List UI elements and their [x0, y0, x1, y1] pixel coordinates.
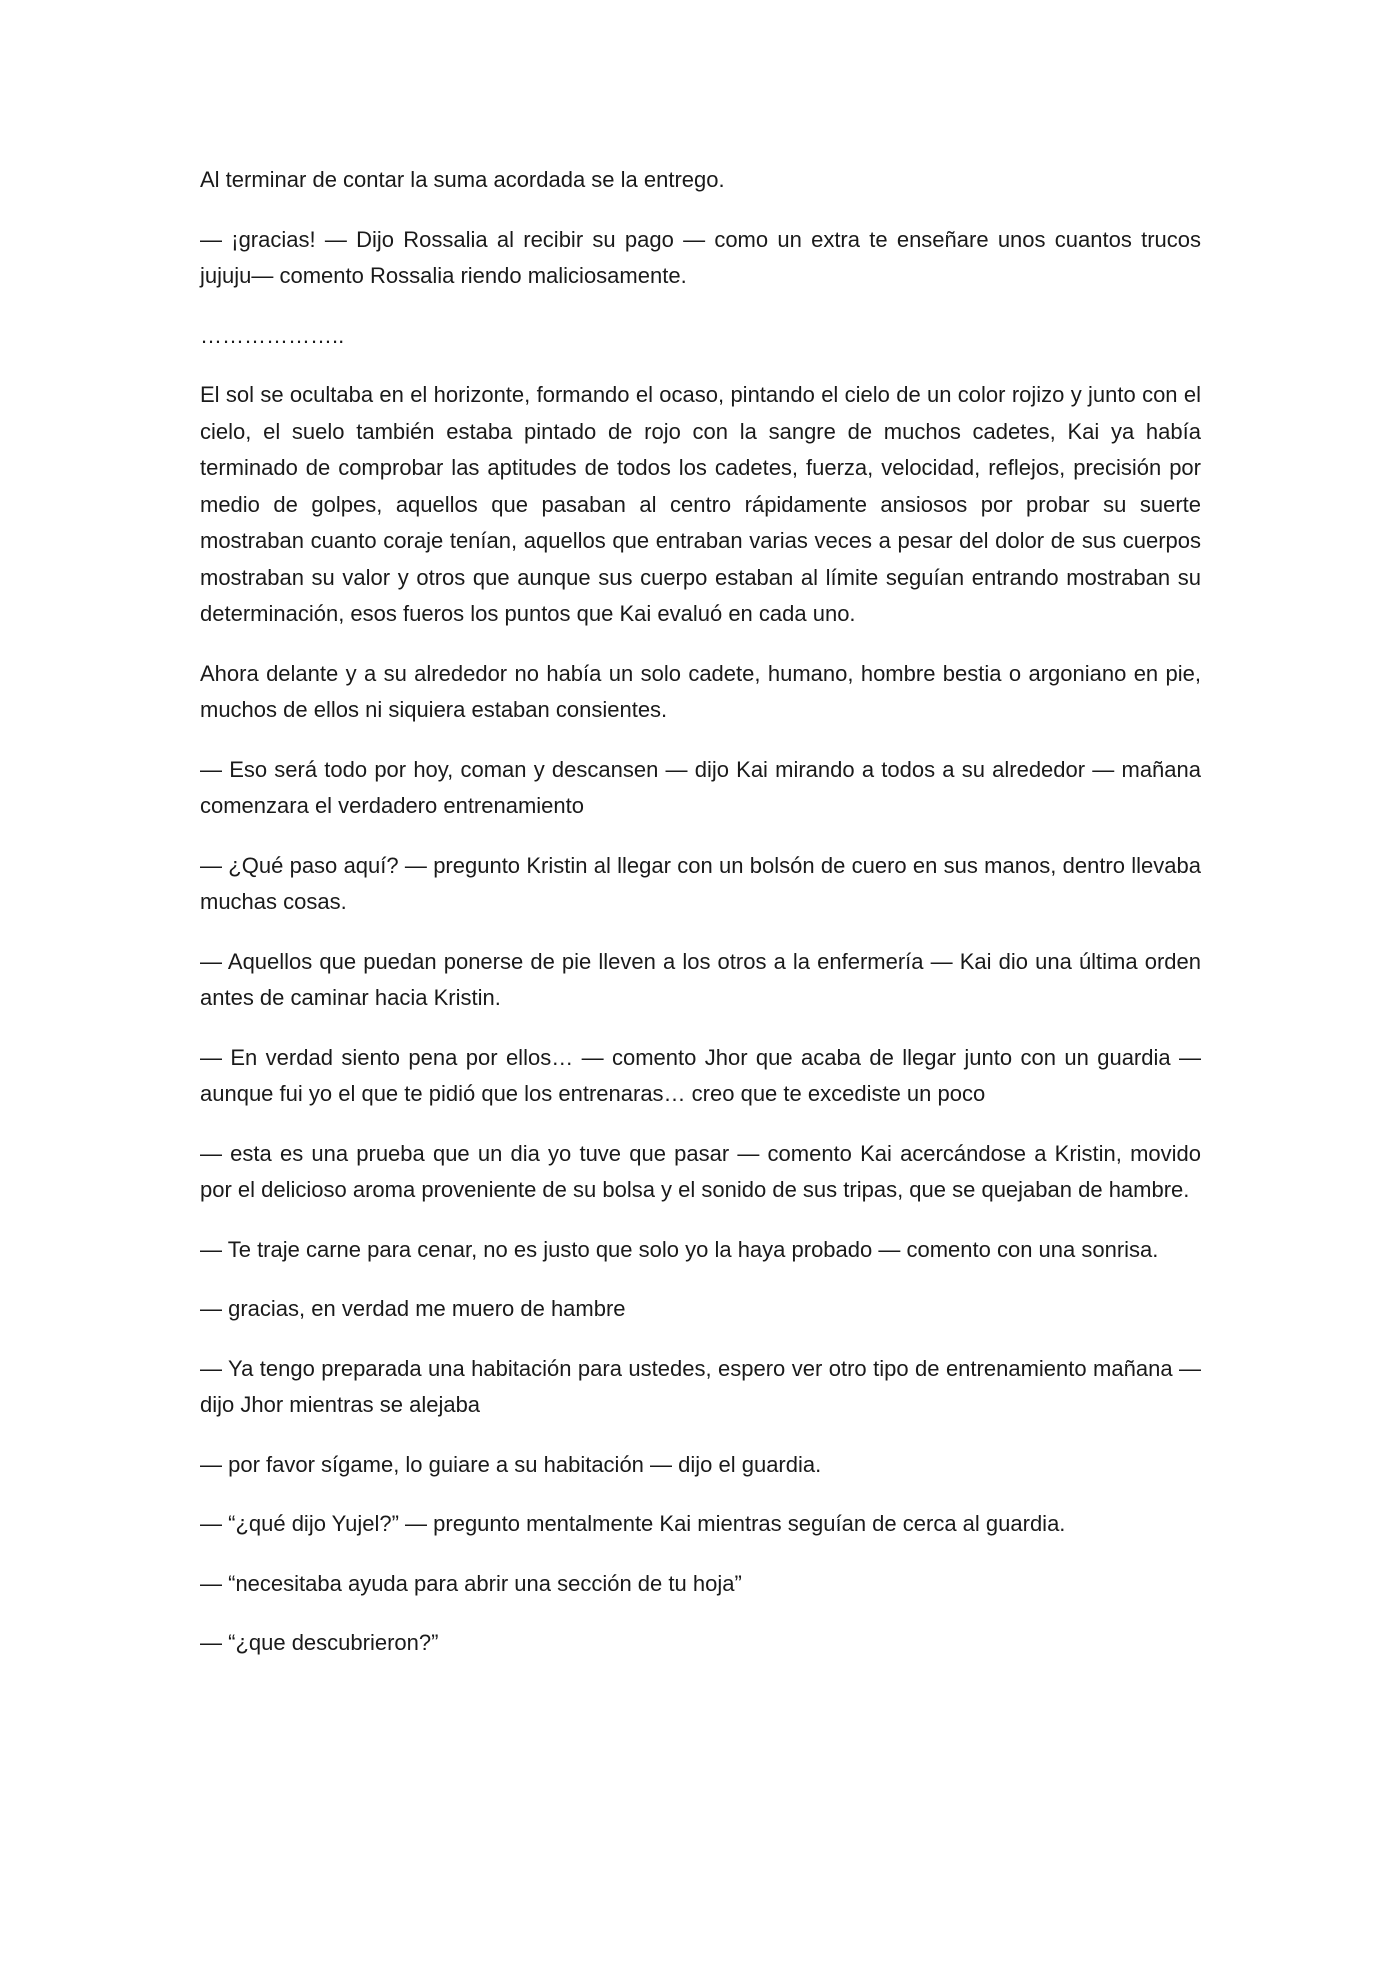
paragraph-9: — En verdad siento pena por ellos… — comento Jhor que acaba de llegar junto con un guardia — aunque fui yo el que te pidió que los entrenaras… creo que te excediste un poco	[200, 1044, 1201, 1106]
paragraph-5: Ahora delante y a su alrededor no había un solo cadete, humano, hombre bestia o argoniano en pie, muchos de ellos ni siquiera estaban consientes.	[200, 660, 1201, 722]
paragraph-7: — ¿Qué paso aquí? — pregunto Kristin al llegar con un bolsón de cuero en sus manos, dentro llevaba muchas cosas.	[200, 852, 1201, 914]
paragraph-17: — “¿que descubrieron?”	[200, 1630, 439, 1655]
paragraph-10: — esta es una prueba que un dia yo tuve que pasar — comento Kai acercándose a Kristin, movido por el delicioso aroma proveniente de su bolsa y el sonido de sus tripas, que se quejaban de hambre.	[200, 1140, 1201, 1202]
paragraph-12: — gracias, en verdad me muero de hambre	[200, 1296, 626, 1321]
paragraph-16: — “necesitaba ayuda para abrir una sección de tu hoja”	[200, 1570, 742, 1596]
paragraph-6: — Eso será todo por hoy, coman y descansen — dijo Kai mirando a todos a su alrededor — mañana comenzara el verdadero entrenamiento	[200, 756, 1201, 818]
scene-break: ………………..	[200, 322, 345, 348]
document-page	[200, 162, 1201, 1685]
paragraph-1: Al terminar de contar la suma acordada se la entrego.	[200, 167, 725, 192]
paragraph-4: El sol se ocultaba en el horizonte, formando el ocaso, pintando el cielo de un color rojizo y junto con el cielo, el suelo también estaba pintado de rojo con la sangre de muchos cadetes, Kai ya había terminado de comprobar las aptitudes de todos los cadetes, fuerza, velocidad, reflejos, precisión por medio de golpes, aquellos que pasaban al centro rápidamente ansiosos por probar su suerte mostraban cuanto coraje tenían, aquellos que entraban varias veces a pesar del dolor de sus cuerpos mostraban su valor y otros que aunque sus cuerpo estaban al límite seguían entrando mostraban su determinación, esos fueros los puntos que Kai evaluó en cada uno.	[200, 382, 1201, 626]
paragraph-14: — por favor sígame, lo guiare a su habitación — dijo el guardia.	[200, 1451, 822, 1477]
paragraph-11: — Te traje carne para cenar, no es justo que solo yo la haya probado — comento con una sonrisa.	[200, 1236, 1159, 1262]
paragraph-8: — Aquellos que puedan ponerse de pie lleven a los otros a la enfermería — Kai dio una última orden antes de caminar hacia Kristin.	[200, 948, 1201, 1010]
paragraph-15: — “¿qué dijo Yujel?” — pregunto mentalmente Kai mientras seguían de cerca al guardia.	[200, 1511, 1066, 1536]
paragraph-13: — Ya tengo preparada una habitación para ustedes, espero ver otro tipo de entrenamiento mañana — dijo Jhor mientras se alejaba	[200, 1355, 1201, 1417]
paragraph-2: — ¡gracias! — Dijo Rossalia al recibir su pago — como un extra te enseñare unos cuantos trucos jujuju— comento Rossalia riendo maliciosamente.	[200, 226, 1201, 288]
